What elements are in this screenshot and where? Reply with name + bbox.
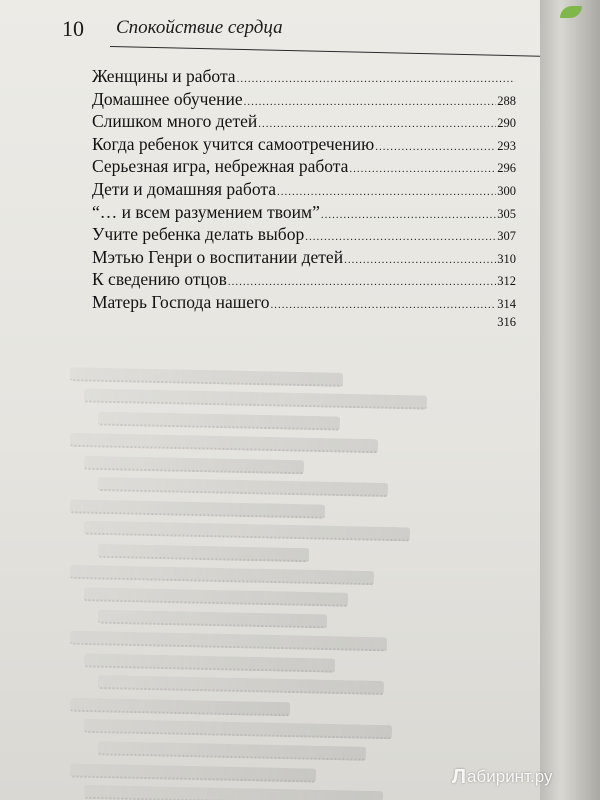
bleed-through-line [70, 763, 316, 782]
toc-entry [92, 156, 516, 179]
toc-entry-title: Серьезная игра, небрежная работа [92, 156, 349, 177]
toc-entry-page: 316 [497, 314, 516, 329]
toc-leader-dots [321, 209, 496, 221]
table-of-contents [92, 66, 516, 337]
toc-leader-dots [228, 276, 496, 288]
toc-entry-title: Домашнее обучение [92, 88, 243, 109]
toc-entry-page: 290 [497, 116, 516, 131]
toc-entry-page: 305 [497, 206, 516, 221]
toc-leader-dots [344, 254, 496, 266]
toc-entry-page: 312 [497, 274, 516, 289]
toc-leader-dots [270, 299, 496, 311]
toc-entry-title: “… и всем разумением твоим” [92, 201, 320, 222]
bleed-through-line [70, 631, 387, 652]
bleed-through-line [98, 610, 327, 629]
bleed-through-line [84, 521, 410, 542]
toc-leader-dots [277, 186, 496, 198]
toc-entry-title: Учите ребенка делать выбор [92, 224, 305, 245]
toc-entry-title: Мэтью Генри о воспитании детей [92, 246, 344, 267]
bleed-through-line [84, 653, 335, 672]
toc-entry-title: Дети и домашняя работа [92, 178, 276, 199]
bleed-through-line [98, 675, 384, 695]
toc-entry [92, 269, 516, 292]
bleed-through-line [70, 433, 378, 453]
toc-entry-title: Когда ребенок учится самоотречению [92, 133, 375, 154]
toc-entry [92, 202, 516, 225]
toc-leader-dots [375, 141, 496, 153]
bleed-through-line [98, 741, 366, 761]
toc-entry [92, 179, 516, 202]
toc-entry-title: Слишком много детей [92, 111, 258, 132]
bleed-through-line [84, 587, 348, 607]
bleed-through-line [84, 785, 383, 800]
toc-entry [92, 111, 516, 134]
watermark-logo: Л [452, 765, 467, 788]
page-number: 10 [62, 16, 84, 41]
page-edge [540, 0, 600, 800]
toc-entry-page: 310 [497, 251, 516, 266]
bleed-through-line [98, 544, 309, 562]
toc-entry [92, 292, 516, 315]
bleed-through-text [0, 340, 560, 800]
bleed-through-line [70, 499, 325, 518]
toc-entry [92, 89, 516, 112]
toc-entry-title: К сведению отцов [92, 269, 227, 290]
toc-entry-page: 300 [497, 183, 516, 198]
bleed-through-line [84, 388, 427, 409]
toc-entry-page: 307 [497, 229, 516, 244]
toc-entry [92, 134, 516, 157]
toc-entry-page: 314 [497, 296, 516, 311]
toc-entry [92, 247, 516, 270]
bleed-through-line [84, 719, 392, 739]
toc-entry [92, 315, 516, 338]
bleed-through-line [98, 477, 388, 497]
bleed-through-line [70, 565, 374, 585]
bleed-through-line [70, 367, 343, 387]
toc-leader-dots [244, 96, 497, 108]
toc-leader-dots [305, 231, 496, 243]
bleed-through-line [84, 456, 304, 475]
toc-leader-dots [258, 118, 496, 130]
toc-entry-page: 293 [497, 138, 516, 153]
toc-entry-page: 288 [497, 93, 516, 108]
toc-entry-page: 296 [497, 161, 516, 176]
running-title: Спокойствие сердца [116, 17, 283, 38]
toc-entry-title: Женщины и работа [92, 66, 236, 86]
header-rule [110, 46, 578, 58]
bleed-through-line [70, 698, 290, 717]
toc-leader-dots [237, 73, 515, 85]
toc-entry [92, 66, 516, 89]
page-header [62, 14, 522, 54]
toc-leader-dots [349, 163, 496, 175]
toc-entry-title: Матерь Господа нашего [92, 291, 270, 312]
watermark [452, 764, 592, 790]
toc-entry [92, 224, 516, 247]
bleed-through-line [98, 411, 340, 430]
watermark-text: абиринт.ру [467, 767, 553, 786]
